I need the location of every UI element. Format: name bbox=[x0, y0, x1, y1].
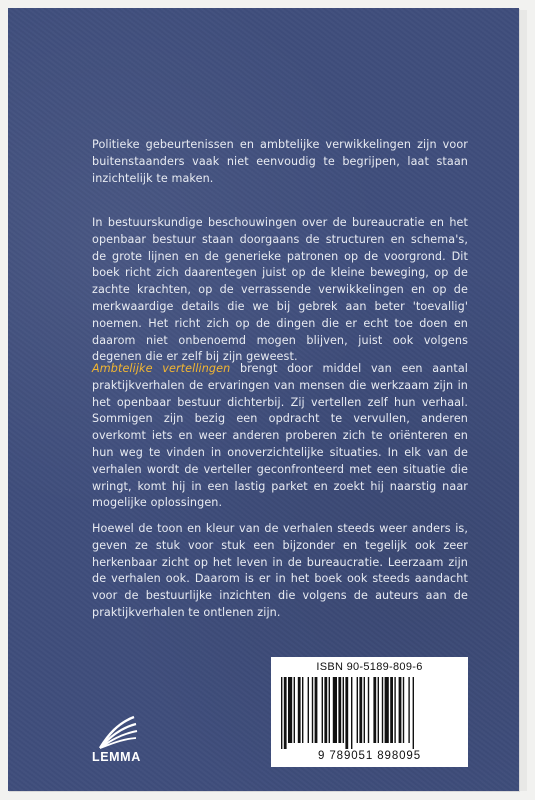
blurb-paragraph-2: In bestuurskundige beschouwingen over de bureaucratie en het openbaar bestuur staan doorgaans de structuren en schema's, de grote lijnen en de generieke patronen op de voorgrond. Dit boek richt zich daarentegen juist op de kleine beweging, op de zachte krachten, op de verrassende verwikkelingen en op de merkwaardige details die we bij gebrek aan beter 'toevallig' noemen. Het richt zich op de dingen die er echt toe doen en daarom niet onbenoemd mogen blijven, juist ook volgens degenen die er zelf bij zijn geweest. bbox=[92, 216, 468, 364]
ean-digits: 9 789051 898095 bbox=[317, 750, 422, 762]
blurb-paragraph-3 bbox=[92, 361, 468, 512]
book-title-inline: Ambtelijke vertellingen bbox=[92, 362, 231, 375]
blurb-paragraph-3-text: brengt door middel van een aantal praktijkverhalen de ervaringen van mensen die werkzaam zijn in het openbaar bestuur dichterbij. Zij vertellen zelf hun verhaal. Sommigen zijn bezig een opdracht te vervullen, anderen overkomt iets en weer anderen proberen zich te oriënteren en hun weg te vinden in onoverzichtelijke situaties. In elk van de verhalen wordt de verteller geconfronteerd met een situatie die wringt, komt hij in een lastig parket en zoekt hij naarstig naar mogelijke oplossingen. bbox=[92, 362, 468, 510]
blurb-paragraph-1: Politieke gebeurtenissen en ambtelijke verwikkelingen zijn voor buitenstaanders vaak niet eenvoudig te begrijpen, laat staan inzichtelijk te maken. bbox=[92, 138, 468, 185]
blurb-paragraph-4: Hoewel de toon en kleur van de verhalen steeds weer anders is, geven ze stuk voor stuk een bijzonder en tegelijk ook zeer herkenbaar zicht op het leven in de bureaucratie. Leerzaam zijn de verhalen ook. Daarom is er in het boek ook steeds aandacht voor de bestuurlijke inzichten die volgens de auteurs aan de praktijkverhalen te ontlenen zijn. bbox=[92, 522, 468, 619]
lemma-page-fan-icon bbox=[94, 715, 144, 751]
publisher-name: LEMMA bbox=[92, 750, 141, 764]
barcode-bars-icon bbox=[281, 677, 458, 749]
book-spine-edge bbox=[519, 10, 527, 791]
barcode-label bbox=[271, 657, 468, 767]
publisher-logo bbox=[92, 715, 172, 775]
back-cover bbox=[8, 8, 519, 791]
isbn-number: ISBN 90-5189-809-6 bbox=[316, 661, 423, 673]
